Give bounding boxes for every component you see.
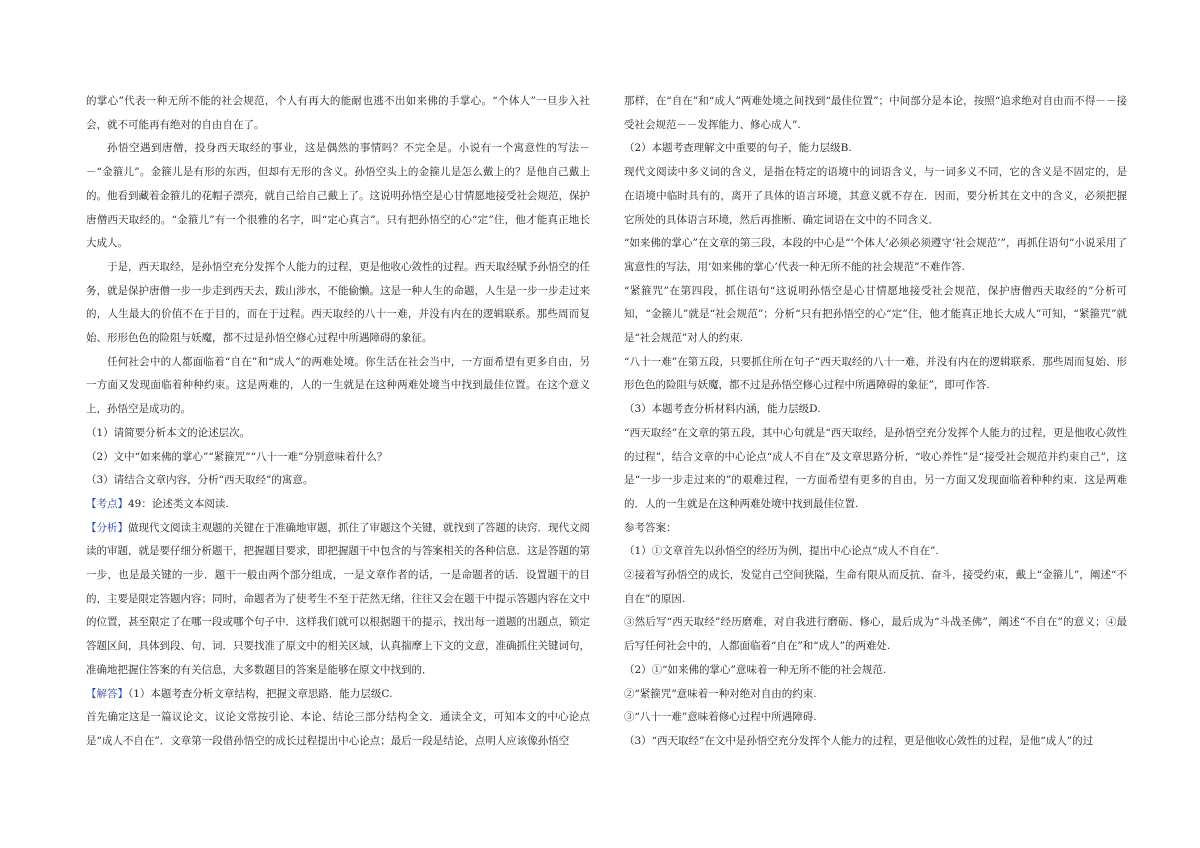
right-paragraph-3: 现代文阅读中多义词的含义，是指在特定的语境中的词语含义，与一词多义不同，它的含义是不固定的，是在语境中临时具有的，离开了具体的语言环境，其意义就不存在．因而，要分析其在文中的含义，必须把握它所处的具体语言环境，然后再推断、确定词语在文中的不同含义．	[624, 166, 1127, 226]
right-column	[624, 90, 1127, 754]
right-paragraph-4: “如来佛的掌心”在文章的第三段，本段的中心是“‘个体人’必须必须遵守‘社会规范’”，再抓住语句“小说采用了寓意性的写法，用‘如来佛的掌心’代表一种无所不能的社会规范”不难作答.	[624, 237, 1127, 273]
fenxi-text: 做现代文阅读主观题的关键在于准确地审题，抓住了审题这个关键，就找到了答题的诀窍．现代文阅读的审题，就是要仔细分析题干，把握题目要求，即把握题干中包含的与答案相关的各种信息．这是答题的第一步，也是最关键的一步．题干一般由两个部分组成，一是文章作者的话，一是命题者的话．设置题干的目的，主要是限定答题内容；同时，命题者为了使考生不至于茫然无绪，往往又会在题干中提示答题内容在文中的位置，甚至限定了在哪一段或哪个句子中．这样我们就可以根据题干的提示，找出每一道题的出题点，锁定答题区间，具体到段、句、词．只要找准了原文中的相关区域，认真揣摩上下文的文意，准确抓住关键词句，准确地把握住答案的有关信息，大多数题目的答案是能够在原文中找到的．	[86, 521, 590, 676]
question-2: （2）文中“如来佛的掌心”“紧箍咒”“八十一难”分别意味着什么？	[86, 450, 388, 463]
jieda-section	[86, 683, 590, 707]
answer-1-part-1: （1）①文章首先以孙悟空的经历为例，提出中心论点“成人不自在”.	[624, 545, 939, 558]
reference-answer-heading: 参考答案：	[624, 521, 677, 534]
right-paragraph-6: “八十一难”在第五段，只要抓住所在句子“西天取经的八十一难，并没有内在的逻辑联系．那些周而复始、形形色色的险阻与妖魔，都不过是孙悟空修心过程中所遇障碍的象征”，即可作答.	[624, 355, 1127, 392]
answer-2-part-3: ③“八十一难”意味着修心过程中所遇障碍.	[624, 711, 817, 724]
left-paragraph-3: 于是，西天取经，是孙悟空充分发挥个人能力的过程，更是他收心敛性的过程。西天取经赋予孙悟空的任务，就是保护唐僧一步一步走到西天去，跋山涉水，不能偷懒。这是一种人生的命题，人生是一步一步走过来的，人生最大的价值不在于目的，而在于过程。西天取经的八十一难，并没有内在的逻辑联系。那些周而复始、形形色色的险阻与妖魔，都不过是孙悟空修心过程中所遇障碍的象征。	[86, 260, 590, 345]
right-paragraph-5: “紧箍咒”在第四段，抓住语句“这说明孙悟空是心甘情愿地接受社会规范，保护唐僧西天取经的”分析可知，“金箍儿”就是“社会规范”；分析“只有把孙悟空的心“定”住，他才能真正地长大成人”可知，“紧箍咒”就是“社会规范”对人的约束.	[624, 284, 1127, 345]
fenxi-tag: 【分析】	[86, 521, 128, 534]
fenxi-section	[86, 517, 590, 683]
kaodian-tag: 【考点】	[86, 497, 128, 510]
kaodian-section	[86, 493, 590, 517]
left-paragraph-4: 任何社会中的人都面临着“自在”和“成人”的两难处境。你生活在社会当中，一方面希望有更多自由，另一方面又发现面临着种种约束。这是两难的，人的一生就是在这种两难处境当中找到最佳位置。在这个意义上，孙悟空是成功的。	[86, 355, 590, 416]
answer-3: （3）“西天取经”在文中是孙悟空充分发挥个人能力的过程，更是他收心敛性的过程，是他“成人”的过	[624, 734, 1094, 747]
right-paragraph-8: “西天取经”在文章的第五段，其中心句就是“西天取经，是孙悟空充分发挥个人能力的过程，更是他收心敛性的过程”，结合文章的中心论点“成人不自在”及文章思路分析，“收心养性”是“接受社会规范并约束自己”，这是“一步一步走过来的”的艰难过程，一方面希望有更多的自由，另一方面又发现面临着种种约束．这是两难的．人的一生就是在这种两难处境中找到最佳位置.	[624, 426, 1127, 510]
right-paragraph-7: （3）本题考查分析材料内涵，能力层级D.	[624, 403, 821, 416]
answer-1-part-3: ③然后写“西天取经”经历磨难，对自我进行磨砺、修心，最后成为“斗战圣佛”，阐述“不自在”的意义；④最后写任何社会中的，人都面临着“自在”和“成人”的两难处.	[624, 616, 1127, 653]
answer-1-part-2: ②接着写孙悟空的成长，发觉自己空间狭隘，生命有限从而反抗、奋斗，接受约束，戴上“金箍儿”，阐述“不自在”的原因.	[624, 569, 1127, 605]
question-1: （1）请简要分析本文的论述层次。	[86, 426, 251, 439]
kaodian-text: 49：论述类文本阅读.	[128, 497, 229, 510]
left-column	[86, 90, 590, 754]
left-paragraph-1: 的掌心”代表一种无所不能的社会规范，个人有再大的能耐也逃不出如来佛的手掌心。“个体人”一旦步入社会，就不可能再有绝对的自由自在了。	[86, 95, 590, 131]
left-paragraph-2: 孙悟空遇到唐僧，投身西天取经的事业，这是偶然的事情吗？不完全是。小说有一个寓意性的写法－－“金箍儿”。金箍儿是有形的东西，但却有无形的含义。孙悟空头上的金箍儿是怎么戴上的？是他自己戴上的。他看到藏着金箍儿的花帽子漂亮，就自己给自己戴上了。这说明孙悟空是心甘情愿地接受社会规范，保护唐僧西天取经的。“金箍儿”有一个很雅的名字，叫“定心真言”。只有把孙悟空的心“定”住，他才能真正地长大成人。	[86, 142, 590, 250]
answer-2-part-1: （2）①“如来佛的掌心”意味着一种无所不能的社会规范.	[624, 663, 887, 676]
question-3: （3）请结合文章内容，分析“西天取经”的寓意。	[86, 474, 314, 487]
jieda-tag: 【解答】	[86, 687, 128, 700]
right-paragraph-2: （2）本题考查理解文中重要的句子，能力层级B.	[624, 142, 852, 155]
jieda-text: （1）本题考查分析文章结构，把握文章思路．能力层级C.	[128, 687, 393, 700]
answer-2-part-2: ②“紧箍咒”意味着一种对绝对自由的约束.	[624, 687, 817, 700]
left-paragraph-5: 首先确定这是一篇议论文，议论文常按引论、本论、结论三部分结构全文．通读全文，可知本文的中心论点是“成人不自在”．文章第一段借孙悟空的成长过程提出中心论点；最后一段是结论，点明人应该像孙悟空	[86, 711, 590, 747]
right-paragraph-1: 那样，在“自在”和“成人”两难处境之间找到“最佳位置”；中间部分是本论，按照“追求绝对自由而不得－－接受社会规范－－发挥能力、修心成人”.	[624, 95, 1127, 131]
